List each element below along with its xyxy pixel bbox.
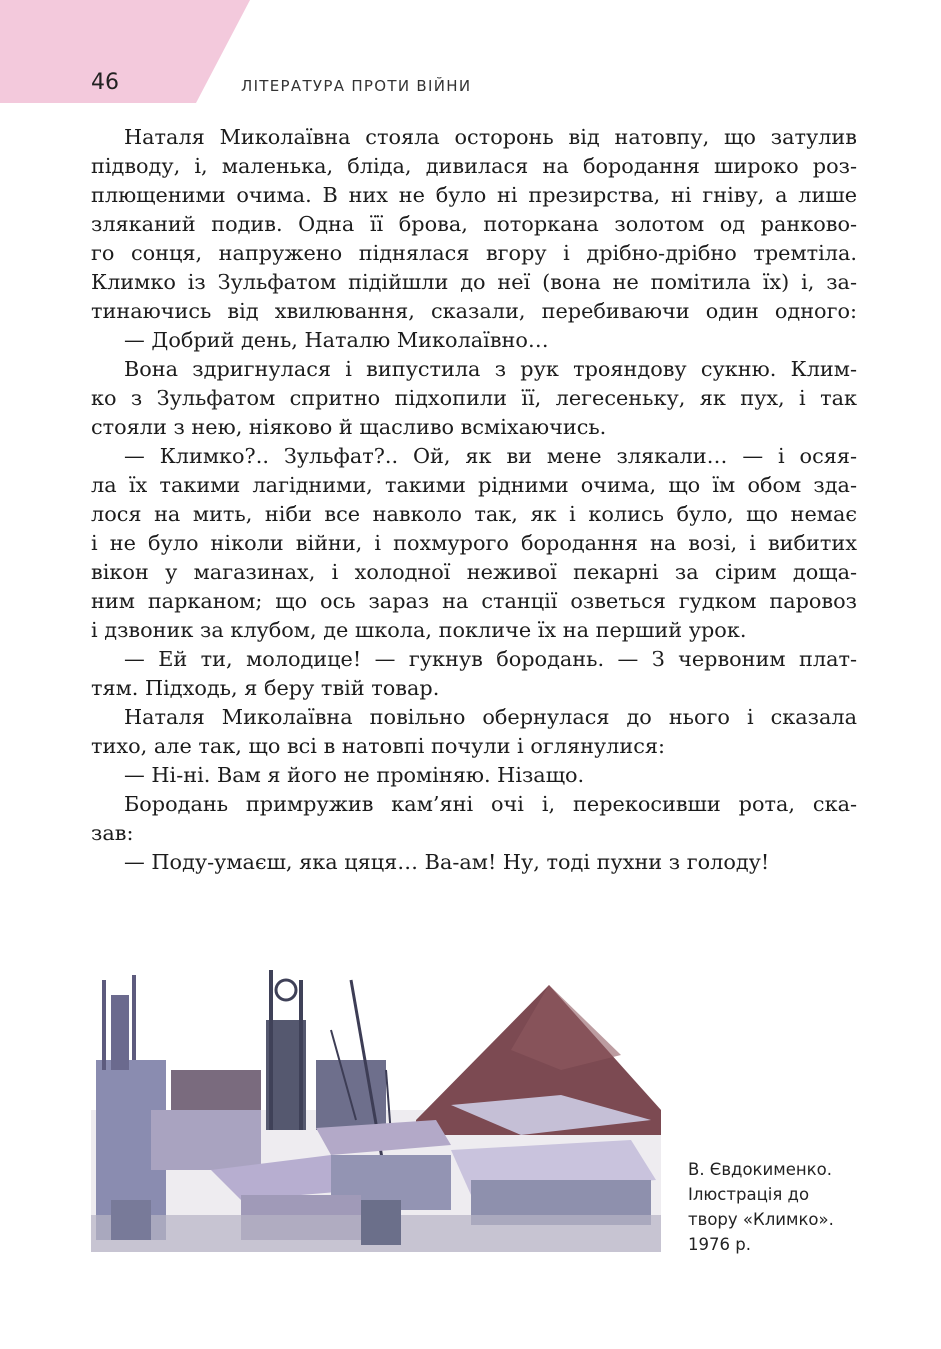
text-line: Наталя Миколаївна повільно обернулася до нього і сказала xyxy=(124,705,857,729)
text-line: Бородань примружив кам’яні очі і, перекосивши рота, ска- xyxy=(124,792,857,816)
page-number: 46 xyxy=(91,70,119,95)
text-line: тихо, але так, що всі в натовпі почули і оглянулися: xyxy=(91,734,666,758)
text-line: Климко із Зульфатом підійшли до неї (вона не помітила їх) і, за- xyxy=(91,270,857,294)
text-line: тям. Підходь, я беру твій товар. xyxy=(91,676,440,700)
text-line: Наталя Миколаївна стояла осторонь від натовпу, що затулив xyxy=(124,125,857,149)
text-line: — Добрий день, Наталю Миколаївно… xyxy=(124,328,549,352)
text-line: — Ей ти, молодице! — гукнув бородань. — З червоним плат- xyxy=(124,647,857,671)
text-line: ко з Зульфатом спритно підхопили її, легесеньку, як пух, і так xyxy=(91,386,857,410)
caption-line: Ілюстрація до xyxy=(688,1185,810,1204)
header-corner-decoration xyxy=(0,0,250,103)
text-line: і не було ніколи війни, і похмурого бородання на возі, і вибитих xyxy=(91,531,857,555)
text-line: зав: xyxy=(91,821,134,845)
caption-year: 1976 р. xyxy=(688,1235,751,1254)
text-line: вікон у магазинах, і холодної неживої пекарні за сірим доща- xyxy=(91,560,857,584)
text-line: лося на мить, ніби все навколо так, як і колись було, що немає xyxy=(91,502,857,526)
text-line: — Поду-умаєш, яка цяця… Ва-ам! Ну, тоді пухни з голоду! xyxy=(124,850,770,874)
text-line: ним парканом; що ось зараз на станції озветься гудком паровоз xyxy=(91,589,857,613)
text-line: зляканий подив. Одна її брова, поторкана золотом од ранково- xyxy=(91,212,857,236)
caption-line: твору «Климко». xyxy=(688,1210,834,1229)
running-title: ЛІТЕРАТУРА ПРОТИ ВІЙНИ xyxy=(241,77,472,95)
body-text xyxy=(91,123,857,877)
mine-landscape-illustration xyxy=(91,960,661,1252)
text-line: і дзвоник за клубом, де школа, покличе їх на перший урок. xyxy=(91,618,747,642)
text-line: тинаючись від хвилювання, сказали, перебиваючи один одного: xyxy=(91,299,857,323)
illustration-caption xyxy=(688,1157,834,1257)
text-line: плющеними очима. В них не було ні презирства, ні гніву, а лише xyxy=(91,183,857,207)
text-line: го сонця, напружено піднялася вгору і дрібно-дрібно тремтіла. xyxy=(91,241,857,265)
caption-author: В. Євдокименко. xyxy=(688,1160,832,1179)
text-line: підводу, і, маленька, бліда, дивилася на бородання широко роз- xyxy=(91,154,857,178)
text-line: Вона здригнулася і випустила з рук трояндову сукню. Клим- xyxy=(124,357,857,381)
text-line: ла їх такими лагідними, такими рідними очима, що їм обом зда- xyxy=(91,473,857,497)
text-line: — Ні-ні. Вам я його не проміняю. Нізащо. xyxy=(124,763,585,787)
text-line: стояли з нею, ніяково й щасливо всміхаючись. xyxy=(91,415,607,439)
text-line: — Климко?.. Зульфат?.. Ой, як ви мене злякали… — і осяя- xyxy=(124,444,857,468)
